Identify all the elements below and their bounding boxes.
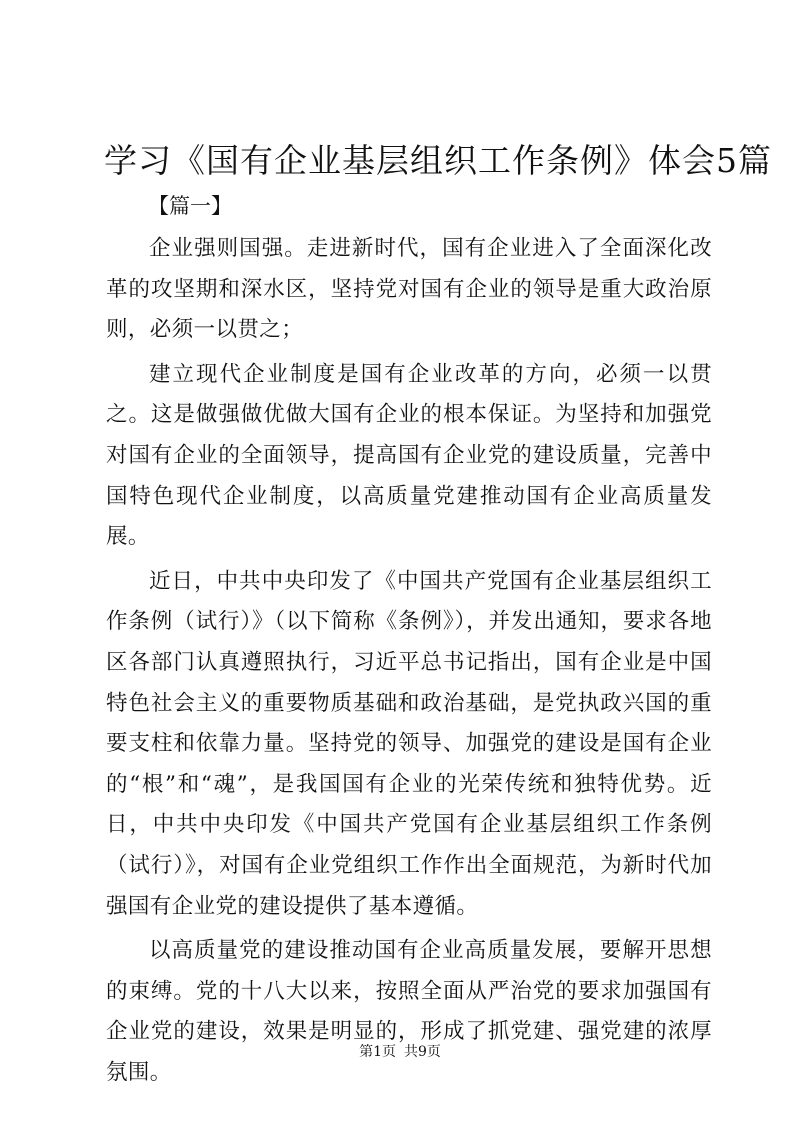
paragraph: 企业强则国强。走进新时代，国有企业进入了全面深化改革的攻坚期和深水区，坚持党对国有企业的领导是重大政治原则，必须一以贯之；: [106, 236, 712, 343]
paragraph: 近日，中共中央印发了《中国共产党国有企业基层组织工作条例（试行）》（以下简称《条例》），并发出通知，要求各地区各部门认真遵照执行，习近平总书记指出，国有企业是中国特色社会主义的重要物质基础和政治基础，是党执政兴国的重要支柱和依靠力量。坚持党的领导、加强党的建设是国有企业的“根”和“魂”，是我国国有企业的光荣传统和独特优势。近日，中共中央印发《中国共产党国有企业基层组织工作条例（试行）》，对国有企业党组织工作作出全面规范，为新时代加强国有企业党的建设提供了基本遵循。: [106, 568, 712, 919]
paragraph: 建立现代企业制度是国有企业改革的方向，必须一以贯之。这是做强做优做大国有企业的根本保证。为坚持和加强党对国有企业的全面领导，提高国有企业党的建设质量，完善中国特色现代企业制度，以高质量党建推动国有企业高质量发展。: [106, 361, 712, 550]
section-label: 【篇一】: [148, 194, 232, 218]
page-footer: [0, 1042, 800, 1062]
page-number: 第1页: [359, 1044, 396, 1060]
page-total: 共9页: [404, 1044, 441, 1060]
paragraph: 以高质量党的建设推动国有企业高质量发展，要解开思想的束缚。党的十八大以来，按照全面从严治党的要求加强国有企业党的建设，效果是明显的，形成了抓党建、强党建的浓厚氛围。: [106, 938, 712, 1085]
document-title: 学习《国有企业基层组织工作条例》体会5篇: [104, 141, 772, 180]
document-body: [106, 229, 712, 1097]
